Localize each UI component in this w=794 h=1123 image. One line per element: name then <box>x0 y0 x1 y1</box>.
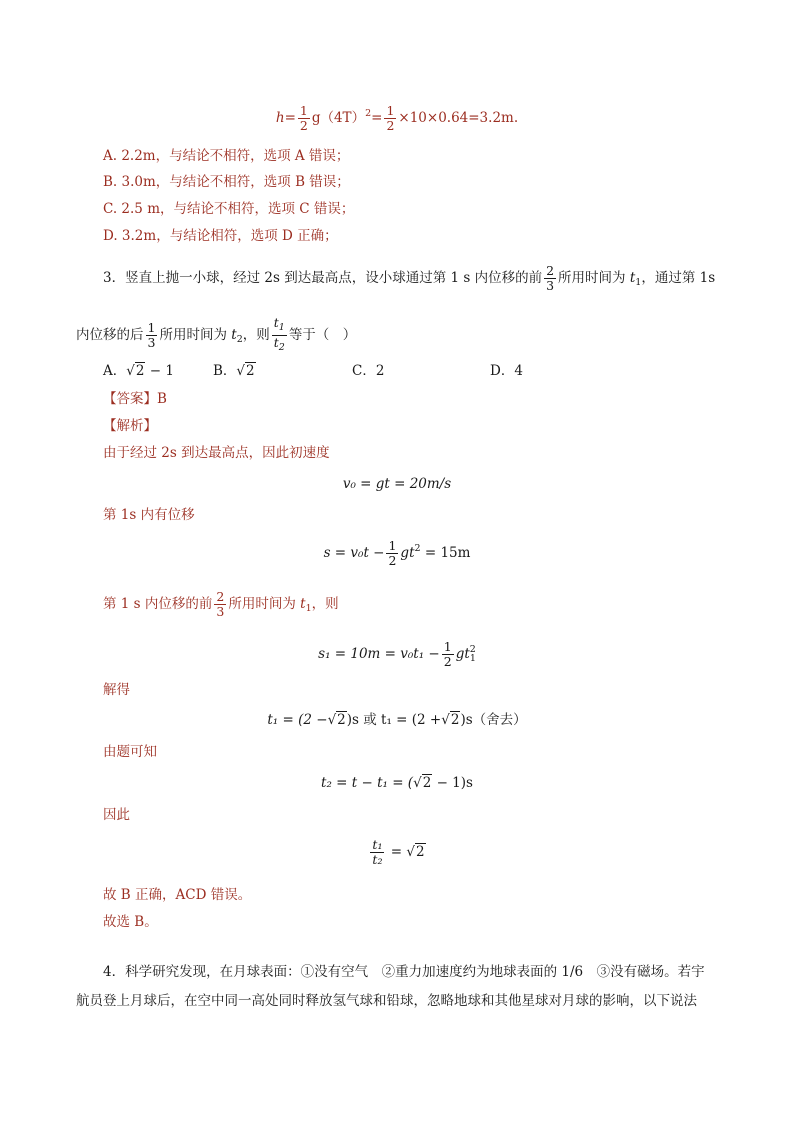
fraction-numerator: 1 <box>388 538 397 553</box>
eq-text: s₁ = 10m = v₀t₁ − <box>318 646 440 662</box>
fraction-one-third <box>146 321 158 350</box>
subscript: 2 <box>236 334 243 345</box>
prev-option-a: A. 2.2m，与结论不相符，选项 A 错误； <box>103 148 350 164</box>
prev-option-d: D. 3.2m，与结论相符，选项 D 正确； <box>103 228 338 244</box>
option-text: − 1 <box>145 363 174 379</box>
eq-text: = <box>386 844 403 860</box>
eq-s <box>0 539 794 568</box>
q4-stem-line2: 航员登上月球后，在空中同一高处同时释放氢气球和铅球，忽略地球和其他星球对月球的影响，以下说法 <box>76 993 697 1009</box>
fraction-denominator: 2 <box>386 118 395 133</box>
q3-stem-text: ，则 <box>242 327 270 343</box>
fraction-denominator: 2 <box>443 654 452 669</box>
analysis-front-part <box>103 590 339 619</box>
fraction-half <box>386 539 398 568</box>
fraction-numerator: 2 <box>546 263 555 278</box>
q3-stem-line1 <box>103 264 715 293</box>
subscript: 1 <box>635 277 642 288</box>
fraction-denominator <box>272 336 287 355</box>
sqrt: √2 <box>327 712 346 728</box>
formula-var-h: h <box>275 110 285 126</box>
subscript: 1 <box>278 322 285 333</box>
fraction-two-thirds <box>544 264 556 293</box>
sqrt: √2 <box>236 363 255 379</box>
fraction-denominator: 3 <box>147 335 156 350</box>
radicand: 2 <box>135 363 145 379</box>
analysis-thus: 因此 <box>103 807 130 823</box>
eq-t2 <box>0 773 794 793</box>
analysis-initial-velocity: 由于经过 2s 到达最高点，因此初速度 <box>103 445 330 461</box>
ratio-fraction <box>370 838 384 867</box>
superscript: 2 <box>469 644 476 655</box>
q3-stem-text: ，通过第 1s <box>641 270 716 286</box>
fraction-denominator: 2 <box>299 118 308 133</box>
radicand: 2 <box>415 844 425 860</box>
q3-stem-text: 所用时间为 <box>159 327 232 343</box>
analysis-solve: 解得 <box>103 682 130 698</box>
var-t: t <box>629 270 636 286</box>
radicand: 2 <box>337 712 346 728</box>
q3-option-c: C．2 <box>352 363 385 379</box>
q3-stem-text: 3．竖直上抛一小球，经过 2s 到达最高点，设小球通过第 1 s 内位移的前 <box>103 270 543 286</box>
subscript: 1 <box>305 603 312 614</box>
var-t: t <box>273 335 279 350</box>
radicand: 2 <box>246 363 255 379</box>
q3-stem-text: 等于（ ） <box>288 327 357 343</box>
fraction-half <box>384 104 396 133</box>
eq-text: gt <box>400 545 415 561</box>
fraction-numerator: 1 <box>443 639 452 654</box>
prev-option-b: B. 3.0m，与结论不相符，选项 B 错误； <box>103 174 350 190</box>
conclusion-2: 故选 B。 <box>103 914 158 930</box>
analysis-displacement: 第 1s 内有位移 <box>103 507 195 523</box>
analysis-title: 【解析】 <box>103 418 157 434</box>
equals-sign: = <box>284 110 296 126</box>
analysis-text: ，则 <box>311 596 339 612</box>
superscript: 2 <box>414 543 421 554</box>
eq-s1 <box>0 640 794 669</box>
fraction-numerator: 1 <box>147 320 156 335</box>
q3-stem-text: 所用时间为 <box>558 270 630 286</box>
fraction-numerator: 2 <box>216 589 225 604</box>
radicand: 2 <box>450 712 460 728</box>
formula-mid: g（4T） <box>311 110 366 126</box>
eq-text: t₁ = (2 − <box>267 712 328 728</box>
fraction-numerator <box>272 316 287 336</box>
ratio-fraction <box>272 316 287 355</box>
fraction-half <box>298 104 310 133</box>
eq-t1 <box>0 710 794 730</box>
subscript: 2 <box>278 342 285 353</box>
fraction-denominator: 2 <box>388 553 397 568</box>
fraction-denominator: t₂ <box>372 852 383 867</box>
analysis-text: 所用时间为 <box>228 596 301 612</box>
fraction-half <box>442 640 454 669</box>
formula-tail: ×10×0.64=3.2m. <box>398 110 519 126</box>
q3-stem-text: 内位移的后 <box>76 327 144 343</box>
sqrt: √2 <box>126 363 145 379</box>
eq-v0: v₀ = gt = 20m/s <box>342 476 452 492</box>
q3-option-b <box>213 361 256 381</box>
sqrt: √2 <box>413 775 432 791</box>
q3-option-d: D．4 <box>490 363 523 379</box>
q3-stem-line2 <box>76 316 356 355</box>
fraction-two-thirds <box>214 590 226 619</box>
eq-text: )s 或 t₁ = (2 + <box>346 712 442 728</box>
fraction-denominator: 3 <box>216 604 225 619</box>
q3-answer: 【答案】B <box>103 391 167 407</box>
eq-text: t₂ = t − t₁ = ( <box>321 775 414 791</box>
prev-option-c: C. 2.5 m，与结论不相符，选项 C 错误； <box>103 201 355 217</box>
formula-h <box>0 104 794 133</box>
var-t: t <box>273 315 279 330</box>
eq-text: = 15m <box>420 545 471 561</box>
eq-ratio <box>0 838 794 867</box>
eq-text: s = v₀t − <box>323 545 385 561</box>
fraction-numerator: 1 <box>386 103 395 118</box>
sqrt: √2 <box>441 712 460 728</box>
var-t: t <box>300 596 306 612</box>
fraction-numerator: 1 <box>299 103 308 118</box>
superscript: 2 <box>365 108 372 119</box>
eq-text: )s（舍去） <box>460 712 527 728</box>
sqrt: √2 <box>406 844 425 860</box>
equals-sign: = <box>371 110 383 126</box>
analysis-text: 第 1 s 内位移的前 <box>103 596 213 612</box>
eq-text: gt <box>455 646 470 662</box>
radicand: 2 <box>422 775 432 791</box>
subscript: 1 <box>469 653 476 664</box>
conclusion-1: 故 B 正确，ACD 错误。 <box>103 887 252 903</box>
var-t: t <box>231 327 237 343</box>
option-label: A． <box>103 363 127 379</box>
q3-option-a <box>103 361 174 381</box>
q4-stem-line1: 4．科学研究发现，在月球表面：①没有空气 ②重力加速度约为地球表面的 1/6 ③没有磁场。若宇 <box>103 964 705 980</box>
analysis-known: 由题可知 <box>103 744 157 760</box>
fraction-denominator: 3 <box>546 278 555 293</box>
fraction-numerator: t₁ <box>372 837 383 852</box>
eq-text: − 1)s <box>432 775 473 791</box>
option-label: B． <box>213 363 237 379</box>
